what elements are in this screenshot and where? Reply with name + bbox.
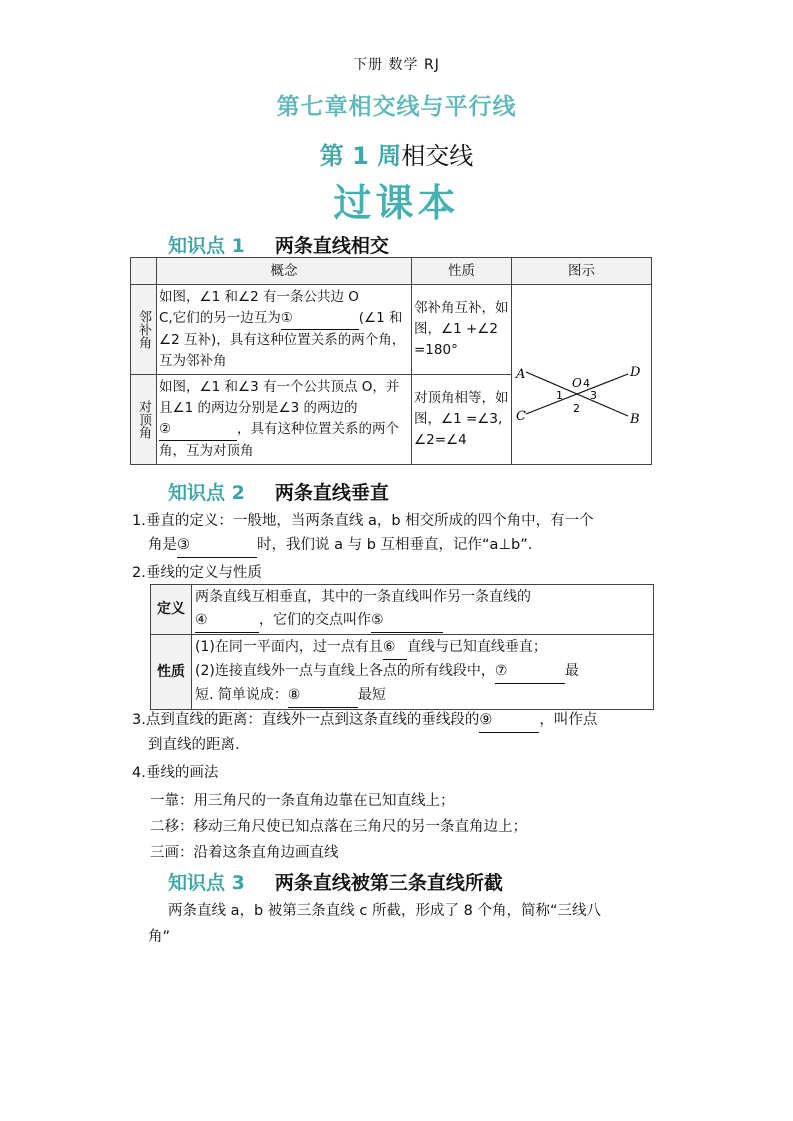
figure-cell [512, 285, 652, 465]
blank-number: ⑨ [479, 712, 493, 728]
kp-number: 知识点 2 [168, 482, 245, 504]
blank-number: ③ [177, 537, 190, 553]
table-row [151, 585, 654, 635]
label-b: B [630, 412, 640, 427]
fill-blank-3[interactable] [177, 533, 257, 558]
perpendicular-table [150, 584, 654, 710]
item-3-distance [132, 708, 672, 757]
kp-name: 两条直线被第三条直线所截 [274, 872, 503, 894]
item-text: 1.垂直的定义：一般地，当两条直线 a，b 相交所成的四个角中，有一个 [132, 513, 594, 529]
step-2: 二移：移动三角尺使已知点落在三角尺的另一条直角边上； [150, 819, 527, 835]
item-text: 角是 [148, 537, 177, 553]
concept-text: (∠1 和∠2 互补)，具有这种位置关系的两个角，互为邻补角 [159, 310, 406, 369]
blank-number: ⑤ [371, 612, 384, 628]
definition-label: 定义 [151, 585, 192, 635]
kp-number: 知识点 1 [168, 235, 245, 257]
knowledge-point-1-heading [168, 231, 389, 258]
knowledge-point-2-heading [168, 478, 389, 505]
kp3-text: 两条直线 a，b 被第三条直线 c 所截，形成了 8 个角，简称“三线八 [168, 903, 601, 919]
property-text: 直线与已知直线垂直； [406, 639, 547, 655]
property-text: 短. 简单说成： [195, 687, 288, 703]
table-row [151, 635, 654, 710]
definition-text: 两条直线互相垂直，其中的一条直线叫作另一条直线的 [195, 589, 531, 605]
fill-blank-9[interactable] [479, 708, 539, 733]
kp-number: 知识点 3 [168, 872, 245, 894]
intersecting-lines-table [130, 257, 652, 465]
lesson-title: 过课本 [333, 181, 460, 225]
blank-number: ② [159, 421, 172, 437]
property-text: 最短 [357, 687, 386, 703]
blank-number: ④ [195, 612, 208, 628]
chapter-title: 第七章相交线与平行线 [276, 94, 517, 120]
item-text: 时，我们说 a 与 b 互相垂直，记作“a⊥b”. [257, 537, 533, 553]
concept-adjacent [157, 285, 412, 375]
property-adjacent: 邻补角互补，如图，∠1 +∠2 =180° [412, 285, 512, 375]
header-concept: 概念 [157, 258, 412, 285]
table-row [131, 285, 652, 375]
fill-blank-6[interactable] [383, 636, 407, 660]
kp-name: 两条直线相交 [274, 235, 389, 257]
property-cell [192, 635, 654, 710]
fill-blank-7[interactable] [495, 660, 565, 684]
corner-cell [131, 258, 157, 285]
definition-cell [192, 585, 654, 635]
header-property: 性质 [412, 258, 512, 285]
week-number: 第 1 周 [319, 142, 402, 170]
table-header-row [131, 258, 652, 285]
item-text: ，叫作点 [539, 712, 598, 728]
concept-text: ，具有这种位置关系的两个角，互为对顶角 [159, 421, 399, 459]
angle-1-label: 1 [556, 389, 563, 402]
definition-text: ，它们的交点叫作 [259, 612, 371, 628]
kp3-text-cont: 角” [148, 929, 171, 945]
item-4-heading: 4.垂线的画法 [132, 765, 219, 781]
kp-name: 两条直线垂直 [274, 482, 389, 504]
label-o: O [572, 376, 582, 390]
item-1-perpendicular-definition [132, 509, 672, 558]
item-text-line [132, 533, 672, 558]
label-c: C [516, 409, 526, 424]
angle-3-label: 3 [590, 389, 597, 402]
property-text: (1)在同一平面内，过一点有且 [195, 639, 383, 655]
item-2-heading: 2.垂线的定义与性质 [132, 565, 262, 581]
week-title [0, 136, 793, 171]
property-text: (2)连接直线外一点与直线上各点的所有线段中， [195, 663, 495, 679]
property-vertical: 对顶角相等，如图，∠1 =∠3, ∠2=∠4 [412, 375, 512, 465]
blank-number: ⑥ [382, 639, 396, 655]
fill-blank-5[interactable] [371, 609, 443, 633]
concept-text: 如图，∠1 和∠2 有一条公共边 O [159, 289, 359, 305]
item-text: 3.点到直线的距离：直线外一点到这条直线的垂线段的 [132, 712, 480, 728]
item-text-line [132, 708, 672, 733]
step-3: 三画：沿着这条直角边画直线 [150, 845, 339, 861]
label-d: D [630, 365, 640, 380]
fill-blank-4[interactable] [195, 609, 259, 633]
label-a: A [516, 367, 526, 382]
intersecting-lines-figure [512, 306, 640, 436]
fill-blank-8[interactable] [288, 684, 358, 708]
angle-4-label: 4 [583, 377, 590, 390]
item-text: 到直线的距离. [148, 737, 240, 753]
concept-text: 如图，∠1 和∠3 有一个公共顶点 O，并且∠1 的两边分别是∠3 的两边的 [159, 379, 400, 416]
fill-blank-1[interactable] [281, 308, 359, 330]
header-figure: 图示 [512, 258, 652, 285]
row-label-vertical: 对顶角 [131, 375, 157, 465]
step-1: 一靠：用三角尺的一条直角边靠在已知直线上； [150, 793, 455, 809]
blank-number: ⑦ [494, 663, 508, 679]
angle-2-label: 2 [573, 402, 580, 415]
concept-text: C,它们的另一边互为 [159, 310, 281, 326]
knowledge-point-3-heading [168, 868, 503, 895]
fill-blank-2[interactable] [159, 419, 237, 441]
property-text: 最 [564, 663, 579, 679]
week-name: 相交线 [401, 142, 474, 170]
blank-number: ① [280, 310, 293, 326]
row-label-adjacent: 邻补角 [131, 285, 157, 375]
property-label: 性质 [151, 635, 192, 710]
concept-vertical [157, 375, 412, 465]
blank-number: ⑧ [287, 687, 301, 703]
page-header: 下册 数学 RJ [353, 57, 440, 73]
